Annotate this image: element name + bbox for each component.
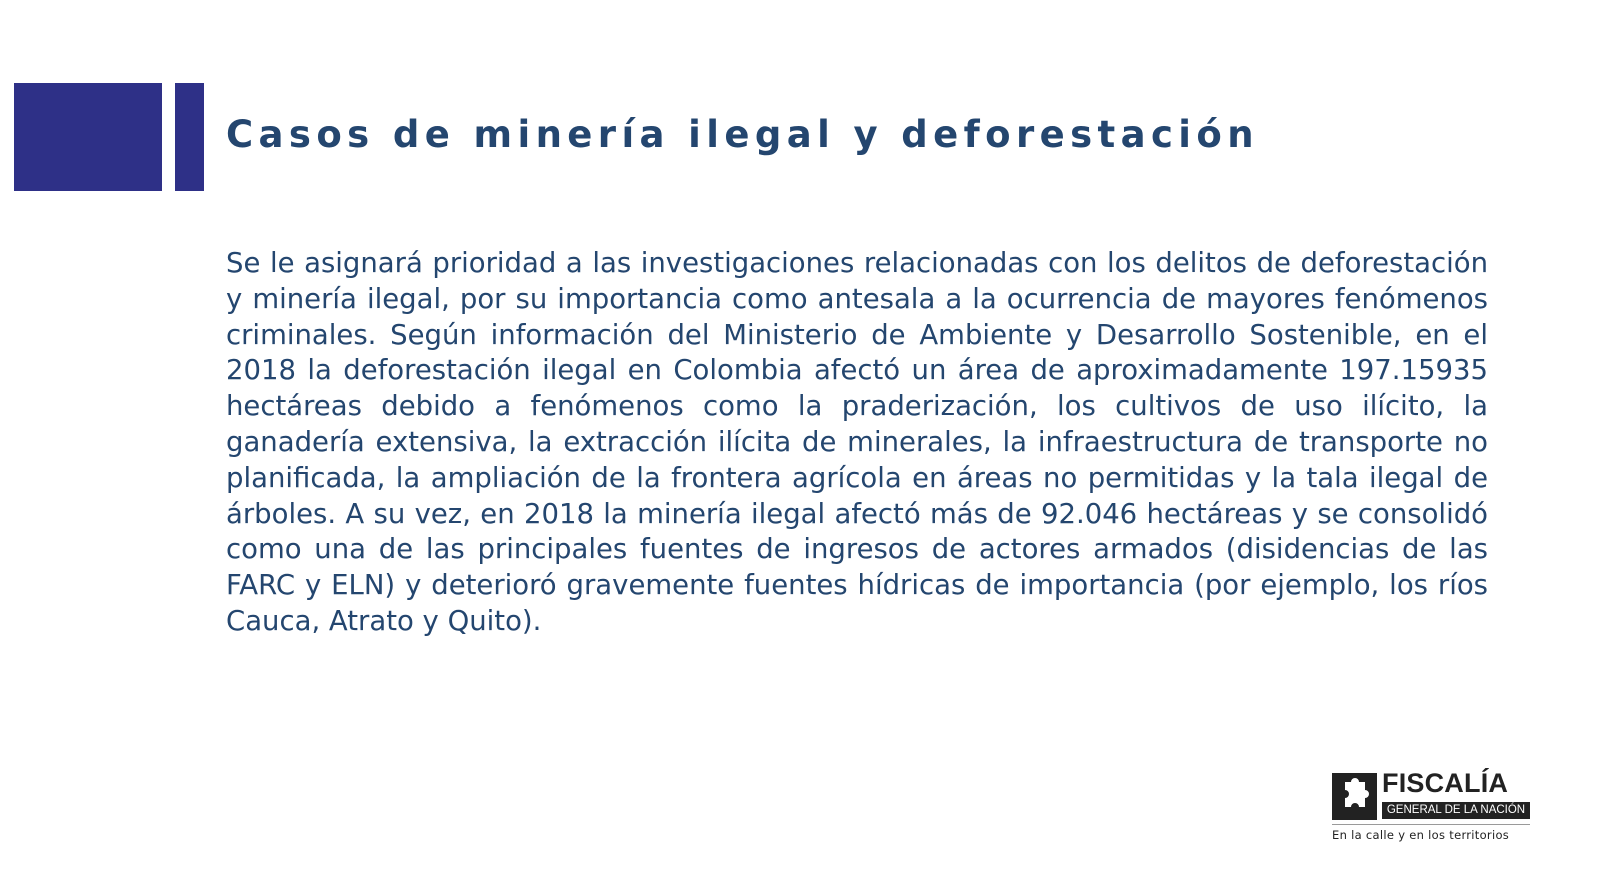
logo-name: FISCALÍA <box>1382 768 1509 798</box>
slide-title: Casos de minería ilegal y deforestación <box>226 113 1259 156</box>
puzzle-piece-icon <box>1332 773 1377 820</box>
logo-subtitle: GENERAL DE LA NACIÓN <box>1382 802 1530 819</box>
title-accent-block-large <box>14 83 162 191</box>
logo-divider <box>1332 824 1530 825</box>
title-accent-block-small <box>175 83 204 191</box>
logo-tagline: En la calle y en los territorios <box>1332 828 1510 842</box>
fiscalia-logo <box>1332 768 1530 844</box>
slide-body-text: Se le asignará prioridad a las investigaciones relacionadas con los delitos de deforestación y minería ilegal, por su importancia como antesala a la ocurrencia de mayores fenómenos criminales. Según información del Ministerio de Ambiente y Desarrollo Sostenible, en el 2018 la deforestación ilegal en Colombia afectó un área de aproximadamente 197.15935 hectáreas debido a fenómenos como la praderización, los cultivos de uso ilícito, la ganadería extensiva, la extracción ilícita de minerales, la infraestructura de transporte no planificada, la ampliación de la frontera agrícola en áreas no permitidas y la tala ilegal de árboles. A su vez, en 2018 la minería ilegal afectó más de 92.046 hectáreas y se consolidó como una de las principales fuentes de ingresos de actores armados (disidencias de las FARC y ELN) y deterioró gravemente fuentes hídricas de importancia (por ejemplo, los ríos Cauca, Atrato y Quito). <box>226 247 1488 637</box>
